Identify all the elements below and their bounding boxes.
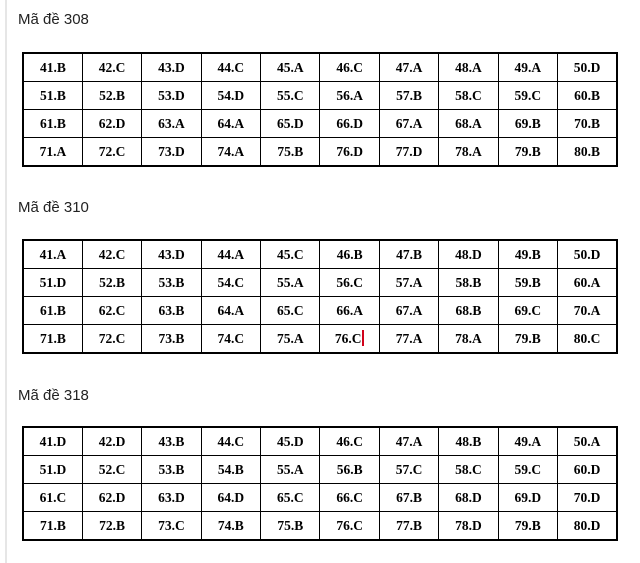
answer-text: 47.B	[396, 247, 422, 262]
answer-text: 49.A	[514, 434, 542, 449]
answer-text: 56.B	[336, 462, 363, 477]
answer-text: 80.D	[573, 518, 601, 533]
answer-cell	[82, 82, 141, 110]
answer-cell	[23, 512, 82, 541]
answer-text: 75.B	[277, 518, 304, 533]
answer-text: 62.D	[98, 490, 126, 505]
answer-text: 59.B	[514, 275, 541, 290]
answer-cell	[558, 484, 617, 512]
answer-text: 61.B	[40, 303, 66, 318]
answer-cell	[261, 456, 320, 484]
answer-text: 62.C	[98, 303, 126, 318]
section-title-318: Mã đề 318	[18, 387, 89, 404]
answer-cell	[201, 427, 260, 456]
answer-cell	[498, 138, 557, 167]
answer-cell	[439, 269, 498, 297]
answer-cell	[82, 427, 141, 456]
answer-text: 56.C	[336, 275, 363, 290]
answer-cell	[82, 512, 141, 541]
answer-cell	[201, 53, 260, 82]
answer-cell	[142, 269, 201, 297]
answer-text: 50.D	[573, 60, 601, 75]
answer-text: 78.D	[455, 518, 482, 533]
answer-cell	[498, 269, 557, 297]
answer-text: 65.C	[276, 490, 304, 505]
answer-cell	[261, 297, 320, 325]
answer-cell	[142, 297, 201, 325]
answer-cell	[142, 82, 201, 110]
answer-cell	[82, 53, 141, 82]
answer-cell	[82, 138, 141, 167]
answer-text: 74.A	[217, 144, 245, 159]
answer-table-310	[22, 239, 618, 354]
answer-text: 70.B	[574, 116, 600, 131]
answer-cell	[320, 138, 379, 167]
answer-cell	[23, 53, 82, 82]
answer-text: 66.A	[336, 303, 363, 318]
answer-text: 61.B	[40, 116, 66, 131]
answer-text: 57.C	[395, 462, 423, 477]
answer-text: 59.C	[514, 462, 542, 477]
answer-text: 80.B	[574, 144, 600, 159]
answer-cell	[261, 512, 320, 541]
table-row	[23, 427, 617, 456]
answer-cell	[379, 297, 438, 325]
answer-cell	[82, 269, 141, 297]
answer-text: 51.D	[39, 462, 67, 477]
answer-cell	[142, 427, 201, 456]
answer-text: 72.C	[98, 144, 126, 159]
answer-text: 65.D	[276, 116, 304, 131]
answer-text: 47.A	[395, 60, 423, 75]
answer-cell	[379, 456, 438, 484]
answer-cell	[379, 427, 438, 456]
answer-text: 80.C	[573, 331, 601, 346]
answer-cell	[23, 269, 82, 297]
answer-cell	[379, 325, 438, 354]
answer-cell	[82, 110, 141, 138]
answer-cell	[439, 427, 498, 456]
answer-cell	[498, 82, 557, 110]
answer-cell	[23, 484, 82, 512]
answer-cell	[320, 427, 379, 456]
answer-cell	[320, 297, 379, 325]
answer-cell	[379, 82, 438, 110]
section-title-308: Mã đề 308	[18, 11, 89, 28]
answer-text: 73.B	[158, 331, 185, 346]
answer-text: 62.D	[98, 116, 126, 131]
answer-text: 71.A	[39, 144, 67, 159]
answer-cell	[261, 240, 320, 269]
answer-cell	[439, 325, 498, 354]
answer-text: 67.A	[395, 116, 423, 131]
table-row	[23, 138, 617, 167]
answer-text: 76.C	[336, 518, 363, 533]
answer-cell	[498, 110, 557, 138]
answer-cell	[320, 456, 379, 484]
answer-cell	[439, 512, 498, 541]
answer-text: 63.D	[158, 490, 185, 505]
answer-cell	[82, 297, 141, 325]
answer-text: 70.D	[573, 490, 601, 505]
table-row	[23, 456, 617, 484]
answer-text: 73.C	[158, 518, 185, 533]
answer-text: 58.B	[455, 275, 482, 290]
answer-text: 46.C	[336, 434, 363, 449]
answer-cell	[82, 240, 141, 269]
answer-text: 78.A	[455, 144, 482, 159]
answer-text: 54.C	[217, 275, 245, 290]
answer-cell	[379, 53, 438, 82]
table-row	[23, 110, 617, 138]
answer-text: 52.C	[98, 462, 126, 477]
answer-cell	[558, 240, 617, 269]
answer-text: 44.C	[217, 434, 245, 449]
answer-cell	[23, 297, 82, 325]
answer-cell	[498, 512, 557, 541]
answer-text: 70.A	[573, 303, 601, 318]
answer-text: 74.C	[217, 331, 245, 346]
answer-text: 46.C	[336, 60, 363, 75]
answer-text: 55.A	[276, 275, 304, 290]
answer-cell	[379, 269, 438, 297]
answer-text: 54.D	[217, 88, 245, 103]
answer-text: 72.B	[99, 518, 126, 533]
answer-cell	[439, 484, 498, 512]
answer-cell	[201, 110, 260, 138]
answer-cell	[23, 138, 82, 167]
answer-cell	[23, 240, 82, 269]
table-row	[23, 269, 617, 297]
answer-text: 44.A	[217, 247, 245, 262]
text-cursor-marker	[362, 330, 364, 346]
answer-cell	[498, 427, 557, 456]
answer-text: 68.D	[455, 490, 482, 505]
answer-cell	[201, 484, 260, 512]
answer-cell	[439, 456, 498, 484]
answer-text: 45.D	[276, 434, 304, 449]
answer-text: 63.B	[158, 303, 185, 318]
answer-text: 61.C	[39, 490, 67, 505]
answer-cell	[320, 240, 379, 269]
answer-text: 43.B	[158, 434, 185, 449]
answer-cell	[498, 53, 557, 82]
answer-cell	[558, 138, 617, 167]
answer-text: 45.C	[276, 247, 304, 262]
answer-cell	[261, 427, 320, 456]
answer-cell	[82, 456, 141, 484]
answer-cell	[439, 53, 498, 82]
table-row	[23, 240, 617, 269]
answer-text: 55.A	[276, 462, 304, 477]
answer-cell	[201, 456, 260, 484]
answer-text: 42.D	[98, 434, 126, 449]
answer-text: 78.A	[455, 331, 482, 346]
answer-cell	[201, 240, 260, 269]
answer-text: 50.A	[573, 434, 601, 449]
answer-text: 69.B	[514, 116, 541, 131]
table-row	[23, 484, 617, 512]
answer-text: 79.B	[514, 331, 541, 346]
answer-text: 47.A	[395, 434, 423, 449]
answer-text: 57.A	[395, 275, 423, 290]
answer-cell	[320, 269, 379, 297]
answer-text: 60.B	[574, 88, 600, 103]
answer-text: 68.B	[455, 303, 482, 318]
answer-cell	[379, 138, 438, 167]
answer-text: 53.B	[158, 275, 185, 290]
answer-text: 49.B	[514, 247, 541, 262]
answer-cell	[320, 512, 379, 541]
answer-text: 75.A	[276, 331, 304, 346]
answer-text: 43.D	[158, 60, 185, 75]
answer-cell	[23, 82, 82, 110]
answer-text: 64.A	[217, 116, 245, 131]
answer-cell	[379, 512, 438, 541]
answer-text: 63.A	[158, 116, 185, 131]
answer-text: 43.D	[158, 247, 185, 262]
answer-cell	[82, 484, 141, 512]
answer-text: 76.C	[334, 331, 362, 346]
answer-cell	[498, 484, 557, 512]
answer-text: 42.C	[98, 60, 126, 75]
table-row	[23, 325, 617, 354]
answer-text: 66.D	[336, 116, 363, 131]
answer-cell	[261, 138, 320, 167]
answer-cell	[320, 53, 379, 82]
answer-cell	[379, 240, 438, 269]
answer-cell	[142, 110, 201, 138]
answer-cell	[558, 53, 617, 82]
answer-text: 58.C	[455, 88, 482, 103]
answer-cell	[558, 512, 617, 541]
answer-text: 66.C	[336, 490, 363, 505]
page-left-border	[5, 0, 7, 563]
answer-text: 50.D	[573, 247, 601, 262]
table-row	[23, 53, 617, 82]
answer-text: 69.D	[514, 490, 542, 505]
answer-text: 52.B	[99, 88, 126, 103]
answer-cell	[439, 110, 498, 138]
answer-cell	[558, 427, 617, 456]
answer-text: 77.A	[395, 331, 423, 346]
answer-text: 71.B	[40, 331, 66, 346]
answer-text: 73.D	[158, 144, 185, 159]
answer-text: 67.B	[396, 490, 422, 505]
answer-text: 42.C	[98, 247, 126, 262]
answer-text: 79.B	[514, 518, 541, 533]
answer-cell	[201, 138, 260, 167]
answer-cell	[558, 456, 617, 484]
answer-text: 74.B	[217, 518, 244, 533]
table-row	[23, 82, 617, 110]
answer-cell	[558, 297, 617, 325]
table-row	[23, 512, 617, 541]
answer-text: 71.B	[40, 518, 66, 533]
answer-text: 48.B	[455, 434, 482, 449]
answer-cell	[201, 512, 260, 541]
answer-cell	[320, 325, 379, 354]
answer-text: 48.D	[455, 247, 482, 262]
answer-cell	[558, 325, 617, 354]
answer-table-308	[22, 52, 618, 167]
answer-cell	[439, 138, 498, 167]
answer-cell	[201, 269, 260, 297]
answer-text: 67.A	[395, 303, 423, 318]
answer-cell	[379, 484, 438, 512]
answer-cell	[498, 297, 557, 325]
answer-text: 41.A	[39, 247, 67, 262]
answer-text: 41.B	[40, 60, 66, 75]
answer-text: 68.A	[455, 116, 482, 131]
answer-text: 41.D	[39, 434, 67, 449]
answer-cell	[498, 456, 557, 484]
answer-text: 53.B	[158, 462, 185, 477]
answer-cell	[82, 325, 141, 354]
answer-text: 59.C	[514, 88, 542, 103]
answer-text: 64.A	[217, 303, 245, 318]
answer-cell	[261, 325, 320, 354]
answer-cell	[201, 82, 260, 110]
answer-text: 52.B	[99, 275, 126, 290]
answer-text: 58.C	[455, 462, 482, 477]
answer-text: 54.B	[217, 462, 244, 477]
answer-cell	[558, 82, 617, 110]
answer-cell	[320, 484, 379, 512]
answer-text: 65.C	[276, 303, 304, 318]
answer-cell	[261, 269, 320, 297]
answer-cell	[439, 82, 498, 110]
answer-text: 49.A	[514, 60, 542, 75]
answer-cell	[261, 53, 320, 82]
answer-text: 57.B	[396, 88, 422, 103]
answer-text: 79.B	[514, 144, 541, 159]
answer-cell	[23, 110, 82, 138]
answer-cell	[142, 240, 201, 269]
answer-cell	[320, 82, 379, 110]
answer-cell	[261, 82, 320, 110]
answer-text: 60.D	[573, 462, 601, 477]
answer-text: 44.C	[217, 60, 245, 75]
answer-cell	[142, 512, 201, 541]
answer-cell	[142, 325, 201, 354]
answer-cell	[261, 110, 320, 138]
answer-text: 72.C	[98, 331, 126, 346]
answer-cell	[439, 240, 498, 269]
answer-cell	[379, 110, 438, 138]
answer-cell	[142, 484, 201, 512]
answer-text: 51.D	[39, 275, 67, 290]
answer-text: 56.A	[336, 88, 363, 103]
answer-table-318	[22, 426, 618, 541]
answer-text: 45.A	[276, 60, 304, 75]
answer-text: 76.D	[336, 144, 363, 159]
answer-text: 48.A	[455, 60, 482, 75]
answer-cell	[201, 297, 260, 325]
answer-text: 77.B	[396, 518, 422, 533]
answer-cell	[498, 325, 557, 354]
answer-cell	[439, 297, 498, 325]
answer-cell	[498, 240, 557, 269]
answer-cell	[558, 110, 617, 138]
answer-text: 46.B	[336, 247, 363, 262]
answer-text: 69.C	[514, 303, 542, 318]
answer-text: 53.D	[158, 88, 185, 103]
answer-cell	[201, 325, 260, 354]
section-title-310: Mã đề 310	[18, 199, 89, 216]
answer-cell	[23, 325, 82, 354]
answer-cell	[23, 456, 82, 484]
answer-text: 60.A	[573, 275, 601, 290]
answer-text: 77.D	[395, 144, 423, 159]
answer-cell	[142, 53, 201, 82]
answer-cell	[320, 110, 379, 138]
answer-cell	[558, 269, 617, 297]
answer-cell	[142, 456, 201, 484]
answer-text: 75.B	[277, 144, 304, 159]
answer-cell	[23, 427, 82, 456]
answer-cell	[261, 484, 320, 512]
table-row	[23, 297, 617, 325]
answer-text: 55.C	[276, 88, 304, 103]
answer-text: 64.D	[217, 490, 245, 505]
answer-text: 51.B	[40, 88, 66, 103]
answer-cell	[142, 138, 201, 167]
